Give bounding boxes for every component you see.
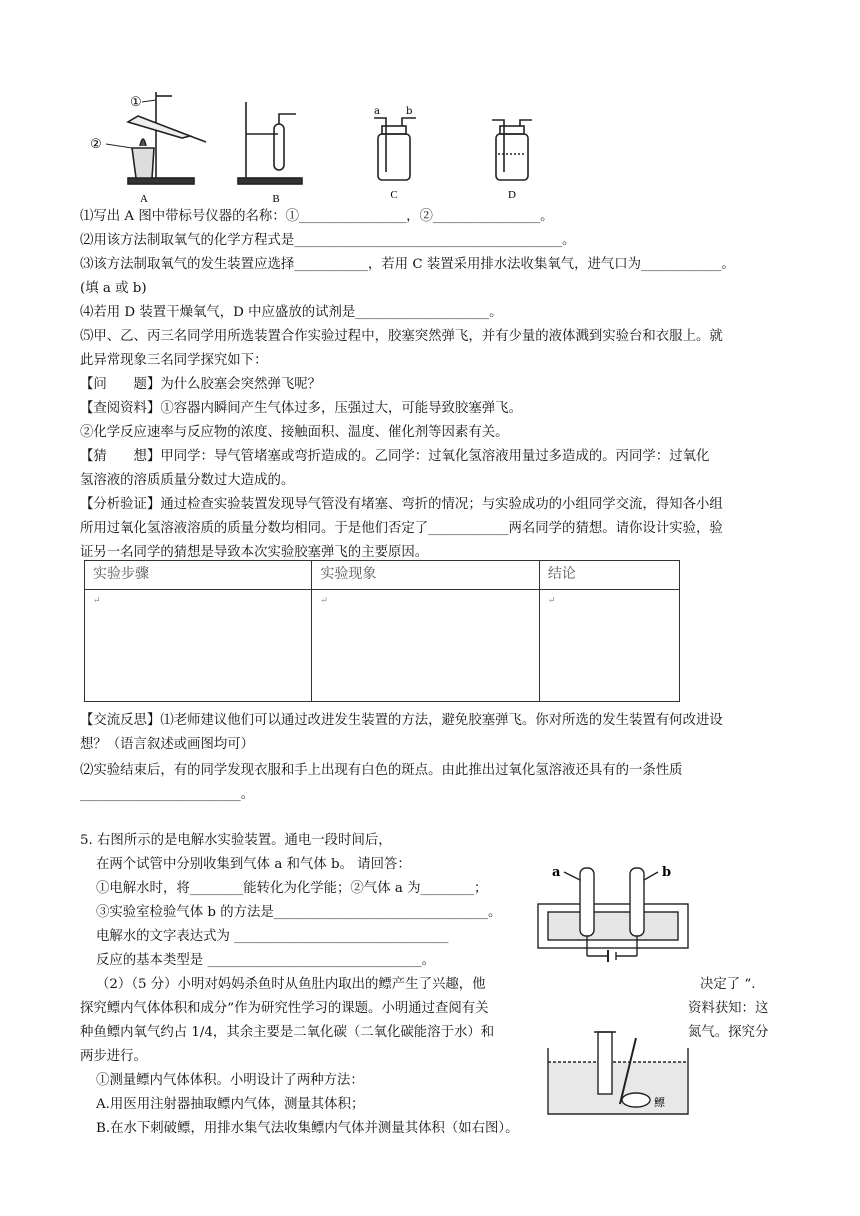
q4-line-10: ②化学反应速率与反应物的浓度、接触面积、温度、催化剂等因素有关。 bbox=[80, 425, 509, 440]
caption-a: A bbox=[140, 193, 148, 205]
q4-line-14: 所用过氧化氢溶液溶质的质量分数均相同。于是他们否定了____________两名同学的猜想。请你设计实验，验 bbox=[80, 521, 723, 536]
electrolysis-figure bbox=[534, 860, 694, 970]
q4-line-9: 【查阅资料】①容器内瞬间产生气体过多，压强过大，可能导致胶塞弹飞。 bbox=[80, 401, 522, 416]
label-gas-a: a bbox=[552, 865, 561, 880]
label-a: a bbox=[374, 106, 380, 117]
q5-line-3: ①电解水时，将________能转化为化学能；②气体 a 为________； bbox=[96, 881, 488, 896]
q4-line-16: 【交流反思】⑴老师建议他们可以通过改进发生装置的方法，避免胶塞弹飞。你对所选的发生装置有何改进设 bbox=[80, 713, 723, 728]
q4-line-19: ________________________。 bbox=[80, 787, 255, 802]
table-header-conclusion: 结论 bbox=[539, 561, 679, 590]
q4-line-11: 【猜 想】甲同学：导气管堵塞或弯折造成的。乙同学：过氧化氢溶液用量过多造成的。丙同学：过氧化 bbox=[80, 449, 710, 464]
q4-line-6: ⑸甲、乙、丙三名同学用所选装置合作实验过程中，胶塞突然弹飞，并有少量的液体溅到实验台和衣服上。就 bbox=[80, 329, 723, 344]
q5-line-11: ①测量鳔内气体体积。小明设计了两种方法： bbox=[96, 1073, 364, 1088]
q5-line-8a: 探究鳔内气体体积和成分”作为研究性学习的课题。小明通过查阅有关 bbox=[80, 1001, 489, 1016]
q5-line-12: A.用医用注射器抽取鳔内气体，测量其体积； bbox=[96, 1097, 365, 1112]
q5-line-6: 反应的基本类型是 ________________________________。 bbox=[96, 953, 436, 968]
q5-line-7b: 决定了 “. bbox=[700, 977, 756, 992]
q5-line-9a: 种鱼鳔内氧气约占 1/4，其余主要是二氧化碳（二氧化碳能溶于水）和 bbox=[80, 1025, 495, 1040]
label-two: ② bbox=[90, 137, 102, 152]
apparatus-b bbox=[238, 102, 302, 184]
q4-line-2: ⑵用该方法制取氧气的化学方程式是________________________________________。 bbox=[80, 233, 576, 248]
table-cell: ↵ bbox=[312, 590, 539, 702]
label-bladder: 鳔 bbox=[654, 1096, 665, 1109]
q4-line-15: 证另一名同学的猜想是导致本次实验胶塞弹飞的主要原因。 bbox=[80, 545, 429, 560]
q4-line-17: 想？（语言叙述或画图均可） bbox=[80, 737, 255, 752]
caption-c: C bbox=[390, 189, 398, 201]
caption-b: B bbox=[272, 193, 280, 205]
q5-line-7a: （2）（5 分）小明对妈妈杀鱼时从鱼肚内取出的鳔产生了兴趣，他 bbox=[96, 977, 486, 992]
q4-line-8: 【问 题】为什么胶塞会突然弹飞呢？ bbox=[80, 377, 322, 392]
q4-line-4: (填 a 或 b) bbox=[80, 281, 147, 296]
table-header-phenomena: 实验现象 bbox=[312, 561, 539, 590]
q5-line-8b: 资料获知：这 bbox=[688, 1001, 769, 1016]
q5-line-4: ③实验室检验气体 b 的方法是________________________________。 bbox=[96, 905, 502, 920]
q5-line-13: B.在水下刺破鳔，用排水集气法收集鳔内气体并测量其体积（如右图）。 bbox=[96, 1121, 519, 1136]
q5-line-1: 5. 右图所示的是电解水实验装置。通电一段时间后， bbox=[80, 833, 392, 848]
q4-line-1: ⑴写出 A 图中带标号仪器的名称：①________________，②________________。 bbox=[80, 209, 554, 224]
label-gas-b: b bbox=[662, 865, 672, 880]
q4-line-5: ⑷若用 D 装置干燥氧气，D 中应盛放的试剂是____________________。 bbox=[80, 305, 503, 320]
q4-line-13: 【分析验证】通过检查实验装置发现导气管没有堵塞、弯折的情况；与实验成功的小组同学交流，得知各小组 bbox=[80, 497, 723, 512]
caption-d: D bbox=[508, 189, 516, 201]
table-cell: ↵ bbox=[85, 590, 312, 702]
label-one: ① bbox=[130, 95, 142, 110]
q5-line-5: 电解水的文字表达式为 ________________________________ bbox=[96, 929, 449, 944]
fish-bladder-figure bbox=[544, 1028, 692, 1118]
table-header-steps: 实验步骤 bbox=[85, 561, 312, 590]
q4-line-3: ⑶该方法制取氧气的发生装置应选择___________，若用 C 装置采用排水法收集氧气，进气口为____________。 bbox=[80, 257, 735, 272]
table-cell: ↵ bbox=[539, 590, 679, 702]
apparatus-c bbox=[374, 118, 416, 180]
q5-line-10: 两步进行。 bbox=[80, 1049, 147, 1064]
q5-line-9b: 氮气。探究分 bbox=[688, 1025, 769, 1040]
q4-line-18: ⑵实验结束后，有的同学发现衣服和手上出现有白色的斑点。由此推出过氧化氢溶液还具有的一条性质 bbox=[80, 763, 683, 778]
q5-line-2: 在两个试管中分别收集到气体 a 和气体 b。 请回答： bbox=[96, 857, 411, 872]
q4-line-7: 此异常现象三名同学探究如下： bbox=[80, 353, 268, 368]
q4-line-12: 氢溶液的溶质质量分数过大造成的。 bbox=[80, 473, 295, 488]
label-b: b bbox=[406, 106, 413, 117]
apparatus-figure bbox=[82, 86, 552, 206]
experiment-table bbox=[84, 560, 680, 702]
apparatus-d bbox=[492, 120, 532, 180]
